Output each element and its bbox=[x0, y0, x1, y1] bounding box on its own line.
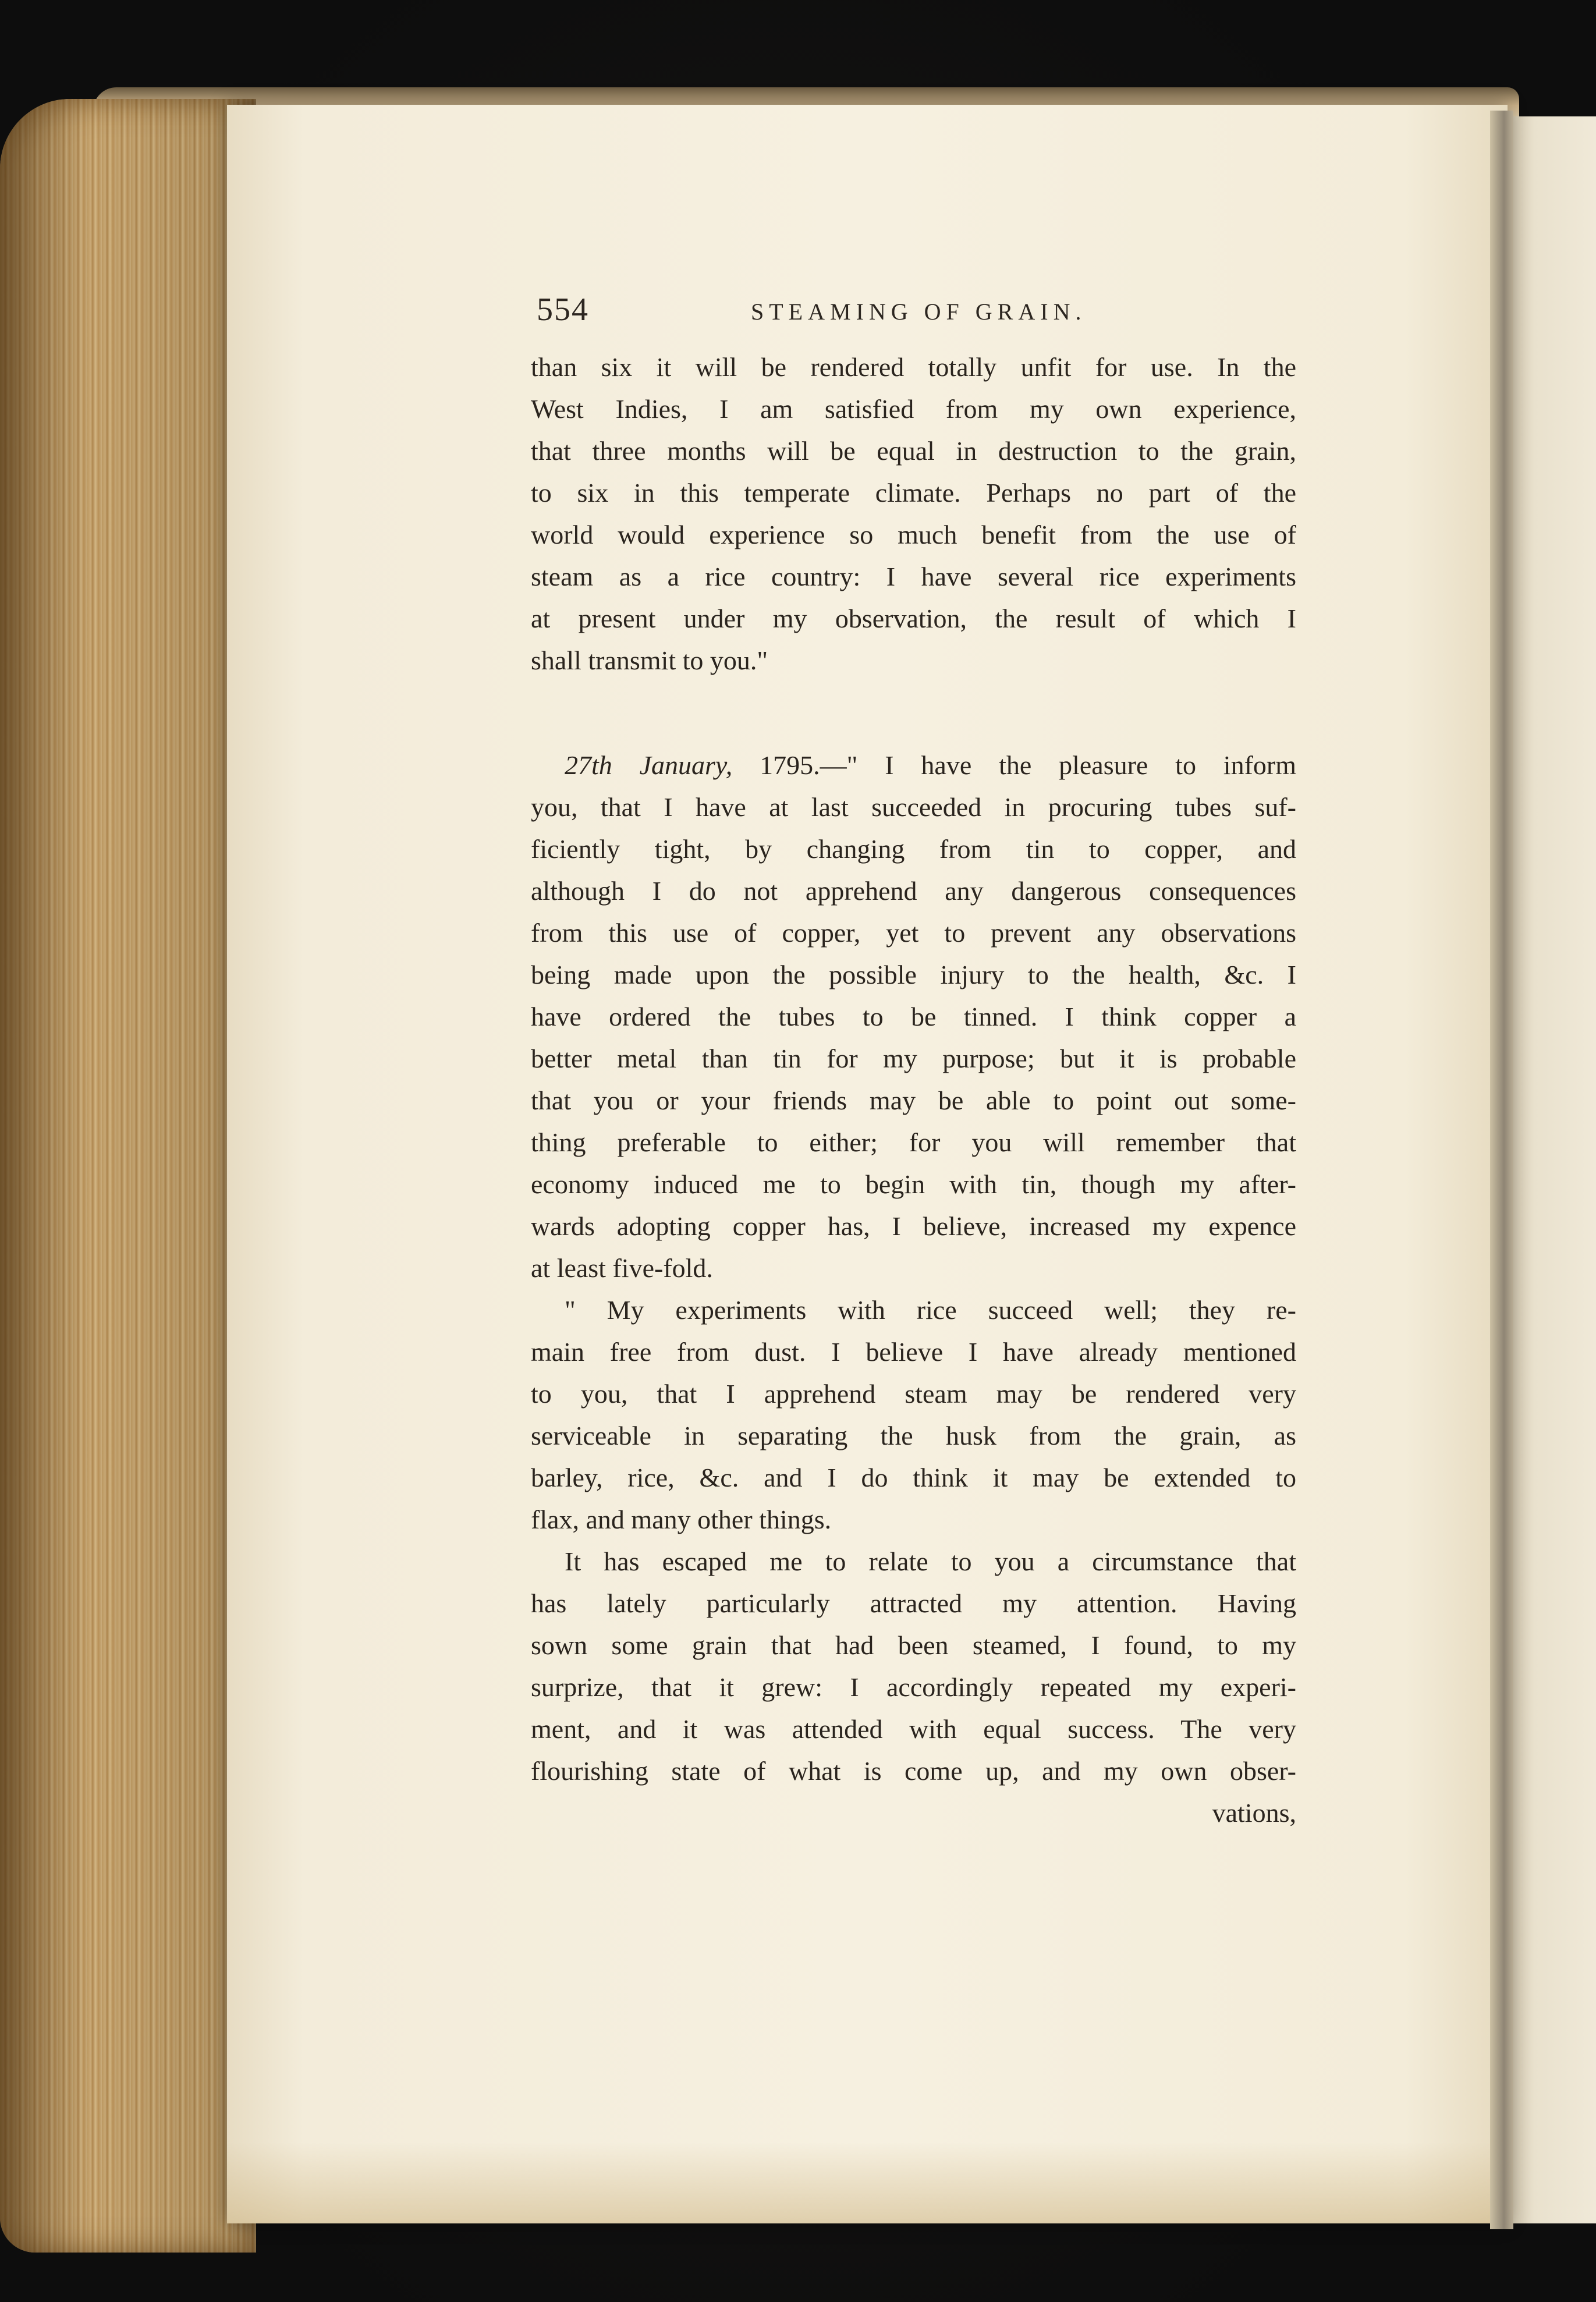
text-line: to you, that I apprehend steam may be rendered very bbox=[531, 1379, 1296, 1409]
text-line: has lately particularly attracted my attention. Having bbox=[531, 1588, 1296, 1618]
text-line: that three months will be equal in destruction to the grain, bbox=[531, 436, 1296, 466]
text-line: ment, and it was attended with equal success. The very bbox=[531, 1714, 1296, 1744]
text-line: ficiently tight, by changing from tin to copper, and bbox=[531, 834, 1296, 864]
facing-page-edge bbox=[1508, 116, 1596, 2223]
text-line: to six in this temperate climate. Perhaps no part of the bbox=[531, 478, 1296, 508]
dated-letter-line bbox=[531, 744, 1296, 786]
text-line: at least five-fold. bbox=[531, 1253, 713, 1283]
text-line: It has escaped me to relate to you a circumstance that bbox=[565, 1547, 1296, 1576]
running-head bbox=[537, 291, 1293, 332]
text-line: flourishing state of what is come up, and my own obser- bbox=[531, 1756, 1296, 1786]
text-line: that you or your friends may be able to point out some- bbox=[531, 1086, 1296, 1115]
text-line: economy induced me to begin with tin, though my after- bbox=[531, 1169, 1296, 1199]
page-stack-left-edge bbox=[0, 99, 256, 2253]
text-line: at present under my observation, the result of which I bbox=[531, 604, 1296, 633]
body-text bbox=[531, 346, 1296, 1834]
text-line: flax, and many other things. bbox=[531, 1505, 832, 1534]
text-line: shall transmit to you." bbox=[531, 645, 768, 675]
catchword: vations, bbox=[1212, 1798, 1296, 1828]
letter-opening: 1795.—" I have the pleasure to inform bbox=[732, 750, 1296, 780]
text-line: being made upon the possible injury to the health, &c. I bbox=[531, 960, 1296, 989]
running-title: STEAMING OF GRAIN. bbox=[751, 299, 1087, 325]
text-line: wards adopting copper has, I believe, increased my expence bbox=[531, 1211, 1296, 1241]
text-line: steam as a rice country: I have several rice experiments bbox=[531, 562, 1296, 591]
page-number: 554 bbox=[537, 292, 589, 328]
text-line: sown some grain that had been steamed, I found, to my bbox=[531, 1630, 1296, 1660]
gutter bbox=[1490, 111, 1513, 2229]
text-line: have ordered the tubes to be tinned. I think copper a bbox=[531, 1002, 1296, 1031]
text-line: you, that I have at last succeeded in procuring tubes suf- bbox=[531, 792, 1296, 822]
text-line: barley, rice, &c. and I do think it may be extended to bbox=[531, 1463, 1296, 1492]
text-line: although I do not apprehend any dangerous consequences bbox=[531, 876, 1296, 906]
text-line: main free from dust. I believe I have already mentioned bbox=[531, 1337, 1296, 1367]
text-line: West Indies, I am satisfied from my own experience, bbox=[531, 394, 1296, 424]
text-line: serviceable in separating the husk from the grain, as bbox=[531, 1421, 1296, 1450]
text-line: surprize, that it grew: I accordingly repeated my experi- bbox=[531, 1672, 1296, 1702]
text-line: " My experiments with rice succeed well; they re- bbox=[565, 1295, 1296, 1325]
paragraph-gap bbox=[531, 682, 1296, 744]
text-line: thing preferable to either; for you will remember that bbox=[531, 1127, 1296, 1157]
text-line: than six it will be rendered totally unfit for use. In the bbox=[531, 352, 1296, 382]
text-line: better metal than tin for my purpose; but it is probable bbox=[531, 1044, 1296, 1073]
text-line: from this use of copper, yet to prevent any observations bbox=[531, 918, 1296, 948]
letter-date: 27th January, bbox=[565, 750, 733, 780]
text-line: world would experience so much benefit from the use of bbox=[531, 520, 1296, 549]
